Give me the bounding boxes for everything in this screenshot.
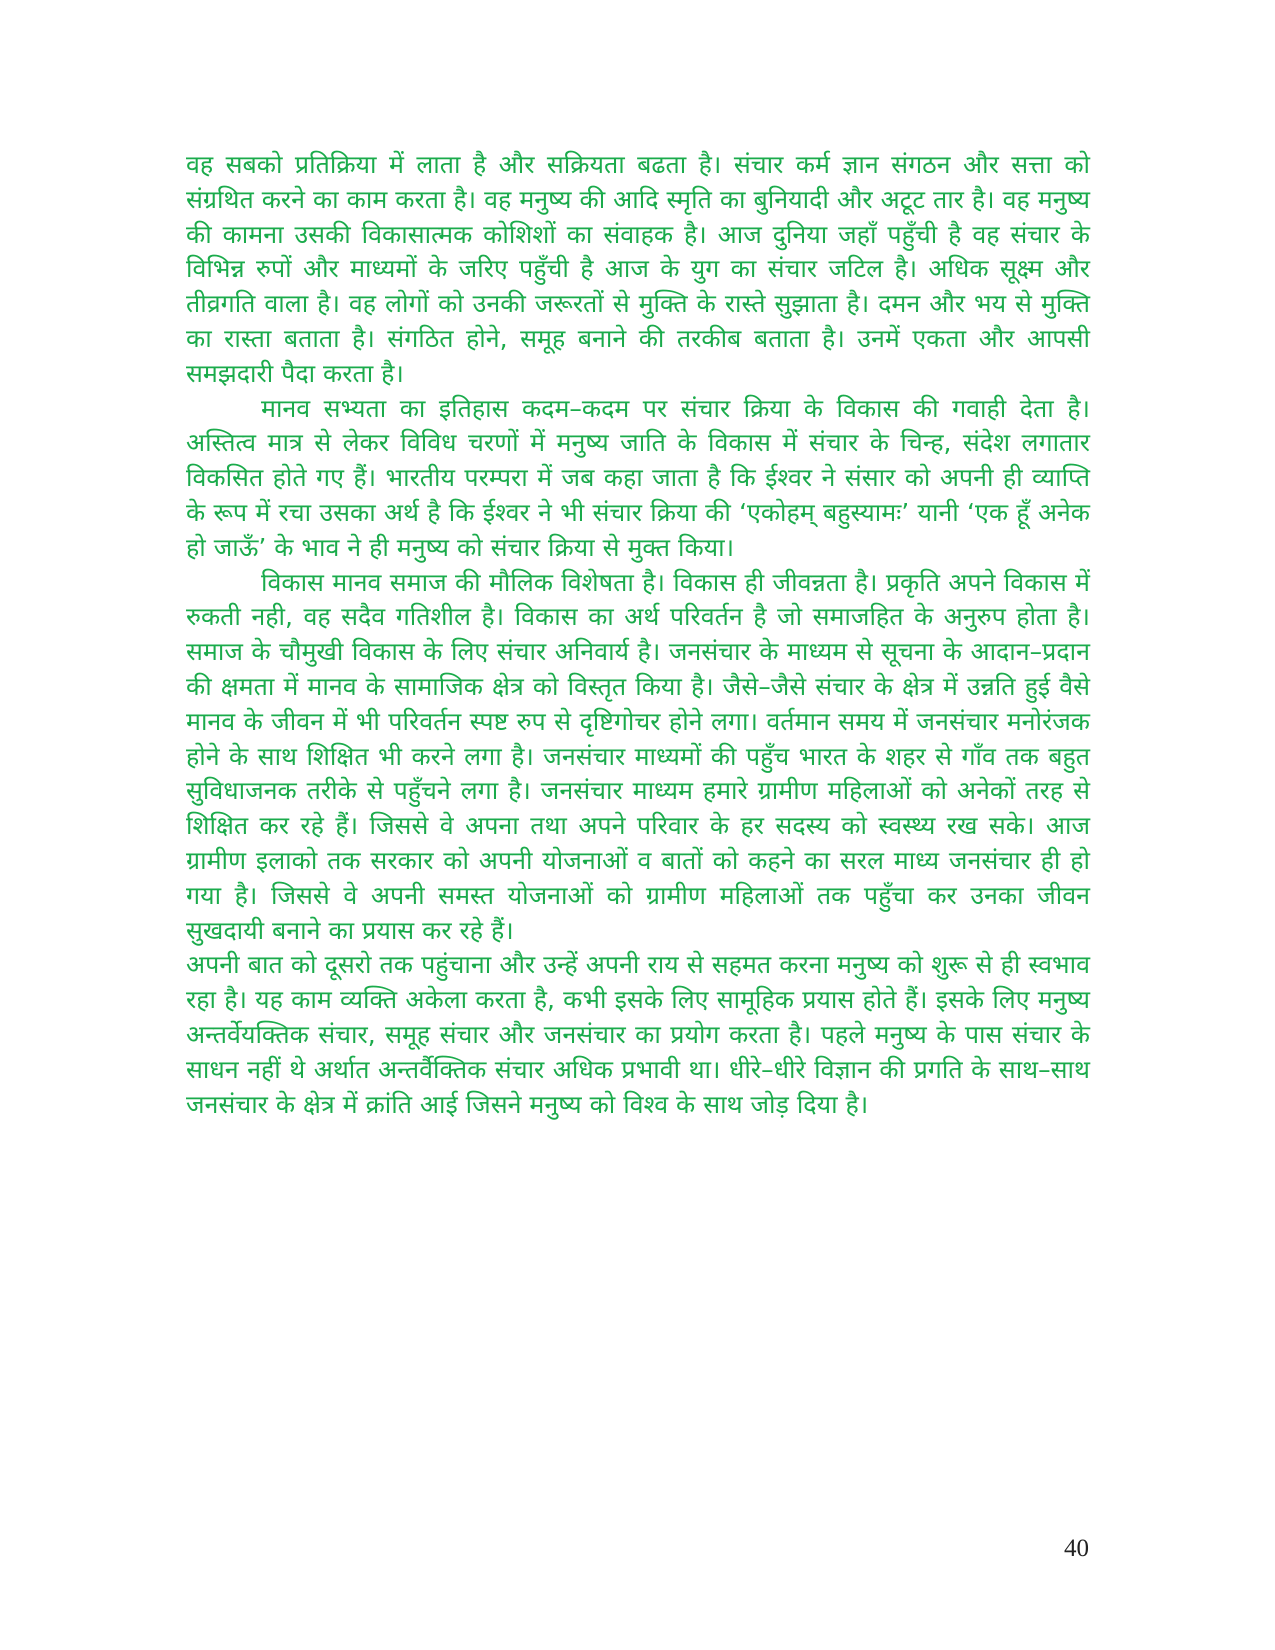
paragraph-2: मानव सभ्यता का इतिहास कदम–कदम पर संचार क्रिया के विकास की गवाही देता है। अस्तित्व मात्र से लेकर विविध चरणों में मनुष्य जाति के विकास में संचार के चिन्ह, संदेश लगातार विकसित होते गए हैं। भारतीय परम्परा में जब कहा जाता है कि ईश्वर ने संसार को अपनी ही व्याप्ति के रूप में रचा उसका अर्थ है कि ईश्वर ने भी संचार क्रिया की ‘एकोहम् बहुस्यामः’ यानी ‘एक हूँ अनेक हो जाऊँ’ के भाव ने ही मनुष्य को संचार क्रिया से मुक्त किया। (186, 393, 1090, 562)
paragraph-3: विकास मानव समाज की मौलिक विशेषता है। विकास ही जीवन्नता है। प्रकृति अपने विकास में रुकती नही, वह सदैव गतिशील है। विकास का अर्थ परिवर्तन है जो समाजहित के अनुरुप होता है। समाज के चौमुखी विकास के लिए संचार अनिवार्य है। जनसंचार के माध्यम से सूचना के आदान–प्रदान की क्षमता में मानव के सामाजिक क्षेत्र को विस्तृत किया है। जैसे–जैसे संचार के क्षेत्र में उन्नति हुई वैसे मानव के जीवन में भी परिवर्तन स्पष्ट रुप से दृष्टिगोचर होने लगा। वर्तमान समय में जनसंचार मनोरंजक होने के साथ शिक्षित भी करने लगा है। जनसंचार माध्यमों की पहुँच भारत के शहर से गाँव तक बहुत सुविधाजनक तरीके से पहुँचने लगा है। जनसंचार माध्यम हमारे ग्रामीण महिलाओं को अनेकों तरह से शिक्षित कर रहे हैं। जिससे वे अपना तथा अपने परिवार के हर सदस्य को स्वस्थ्य रख सके। आज ग्रामीण इलाको तक सरकार को अपनी योजनाओं व बातों को कहने का सरल माध्य जनसंचार ही हो गया है। जिससे वे अपनी समस्त योजनाओं को ग्रामीण महिलाओं तक पहुँचा कर उनका जीवन सुखदायी बनाने का प्रयास कर रहे हैं। (186, 567, 1090, 945)
paragraph-1: वह सबको प्रतिक्रिया में लाता है और सक्रियता बढता है। संचार कर्म ज्ञान संगठन और सत्ता को संग्रथित करने का काम करता है। वह मनुष्य की आदि स्मृति का बुनियादी और अटूट तार है। वह मनुष्य की कामना उसकी विकासात्मक कोशिशों का संवाहक है। आज दुनिया जहाँ पहुँची है वह संचार के विभिन्न रुपों और माध्यमों के जरिए पहुँची है आज के युग का संचार जटिल है। अधिक सूक्ष्म और तीव्रगति वाला है। वह लोगों को उनकी जरूरतों से मुक्ति के रास्ते सुझाता है। दमन और भय से मुक्ति का रास्ता बताता है। संगठित होने, समूह बनाने की तरकीब बताता है। उनमें एकता और आपसी समझदारी पैदा करता है। (186, 150, 1090, 388)
paragraph-4: अपनी बात को दूसरो तक पहुंचाना और उन्हें अपनी राय से सहमत करना मनुष्य को शुरू से ही स्वभाव रहा है। यह काम व्यक्ति अकेला करता है, कभी इसके लिए सामूहिक प्रयास होते हैं। इसके लिए मनुष्य अन्तर्वेयक्तिक संचार, समूह संचार और जनसंचार का प्रयोग करता है। पहले मनुष्य के पास संचार के साधन नहीं थे अर्थात अन्तर्वैक्तिक संचार अधिक प्रभावी था। धीरे–धीरे विज्ञान की प्रगति के साथ–साथ जनसंचार के क्षेत्र में क्रांति आई जिसने मनुष्य को विश्व के साथ जोड़ दिया है। (186, 950, 1090, 1119)
body-text (186, 148, 1090, 1122)
page-number: 40 (1064, 1535, 1089, 1562)
